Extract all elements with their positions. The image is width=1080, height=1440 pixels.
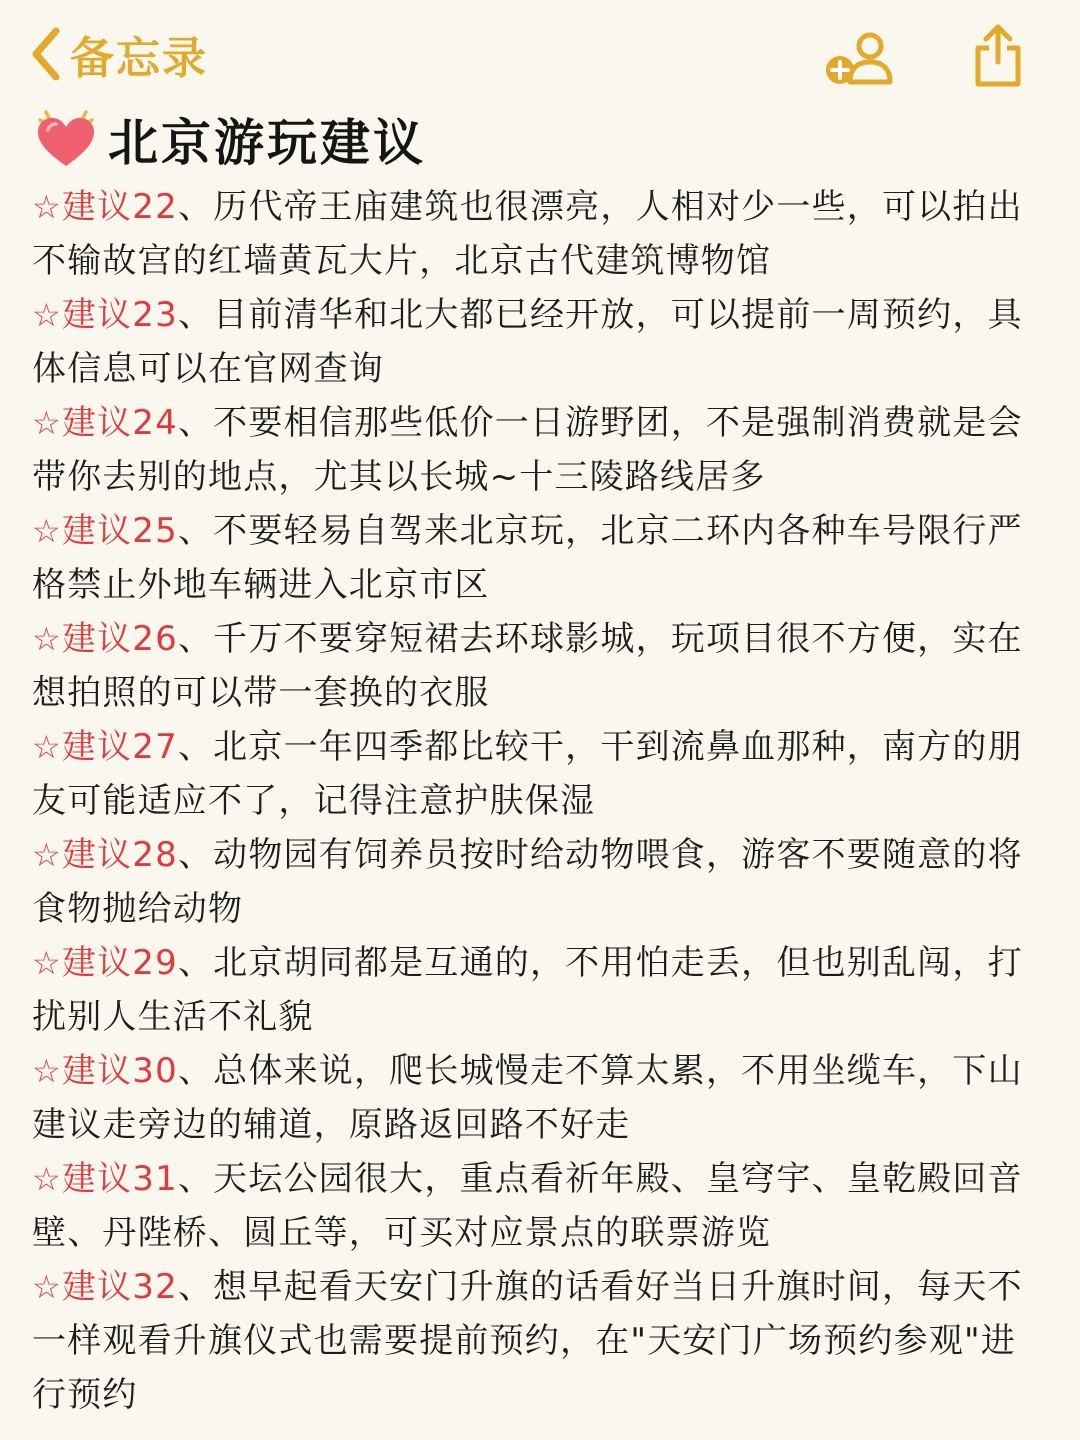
item-separator: 、: [177, 835, 214, 875]
list-item: [32, 288, 1050, 396]
item-separator: 、: [177, 943, 214, 983]
list-item: [32, 504, 1050, 612]
item-number: 建议31: [61, 1159, 178, 1199]
item-text: 天坛公园很大，重点看祈年殿、皇穹宇、皇乾殿回音壁、丹陛桥、圆丘等，可买对应景点的联票游览: [32, 1159, 1023, 1253]
heart-icon: [32, 106, 100, 172]
item-separator: 、: [177, 727, 214, 767]
item-text: 动物园有饲养员按时给动物喂食，游客不要随意的将食物抛给动物: [32, 835, 1023, 929]
item-number: 建议23: [61, 295, 178, 335]
star-icon: ☆: [32, 512, 62, 550]
list-item: [32, 1044, 1050, 1152]
item-separator: 、: [177, 1159, 214, 1199]
item-separator: 、: [177, 403, 214, 443]
item-separator: 、: [177, 295, 214, 335]
note-title-row: [32, 104, 426, 174]
share-icon: [962, 20, 1034, 92]
item-text: 目前清华和北大都已经开放，可以提前一周预约，具体信息可以在官网查询: [32, 295, 1023, 389]
item-text: 北京胡同都是互通的，不用怕走丢，但也别乱闯，打扰别人生活不礼貌: [32, 943, 1023, 1037]
back-button[interactable]: [28, 22, 208, 86]
item-number: 建议24: [61, 403, 178, 443]
back-label: 备忘录: [70, 33, 208, 84]
item-number: 建议30: [61, 1051, 178, 1091]
list-item: [32, 936, 1050, 1044]
item-number: 建议25: [61, 511, 178, 551]
item-separator: 、: [177, 1267, 214, 1307]
item-separator: 、: [177, 619, 214, 659]
star-icon: ☆: [32, 1052, 62, 1090]
item-separator: 、: [177, 187, 214, 227]
item-number: 建议22: [61, 187, 178, 227]
item-number: 建议28: [61, 835, 178, 875]
star-icon: ☆: [32, 836, 62, 874]
list-item: [32, 612, 1050, 720]
star-icon: ☆: [32, 728, 62, 766]
item-text: 不要轻易自驾来北京玩，北京二环内各种车号限行严格禁止外地车辆进入北京市区: [32, 511, 1023, 605]
item-number: 建议27: [61, 727, 178, 767]
list-item: [32, 1260, 1050, 1422]
star-icon: ☆: [32, 296, 62, 334]
item-separator: 、: [177, 1051, 214, 1091]
list-item: [32, 396, 1050, 504]
star-icon: ☆: [32, 620, 62, 658]
star-icon: ☆: [32, 1160, 62, 1198]
share-button[interactable]: [962, 20, 1034, 84]
list-item: [32, 720, 1050, 828]
note-title: 北京游玩建议: [108, 114, 426, 172]
item-text: 总体来说，爬长城慢走不算太累，不用坐缆车，下山建议走旁边的辅道，原路返回路不好走: [32, 1051, 1023, 1145]
note-body[interactable]: [32, 180, 1050, 1422]
item-text: 北京一年四季都比较干，干到流鼻血那种，南方的朋友可能适应不了，记得注意护肤保湿: [32, 727, 1023, 821]
list-item: [32, 180, 1050, 288]
star-icon: ☆: [32, 188, 62, 226]
star-icon: ☆: [32, 404, 62, 442]
add-collaborator-button[interactable]: [822, 26, 894, 90]
item-number: 建议26: [61, 619, 178, 659]
navigation-bar: [0, 0, 1080, 104]
item-separator: 、: [177, 511, 214, 551]
item-text: 想早起看天安门升旗的话看好当日升旗时间，每天不一样观看升旗仪式也需要提前预约，在"天安门广场预约参观"进行预约: [32, 1267, 1023, 1415]
item-number: 建议32: [61, 1267, 178, 1307]
item-number: 建议29: [61, 943, 178, 983]
chevron-left-icon: [28, 26, 62, 82]
add-person-icon: [822, 26, 894, 90]
star-icon: ☆: [32, 1268, 62, 1306]
list-item: [32, 1152, 1050, 1260]
item-text: 千万不要穿短裙去环球影城，玩项目很不方便，实在想拍照的可以带一套换的衣服: [32, 619, 1023, 713]
item-text: 不要相信那些低价一日游野团，不是强制消费就是会带你去别的地点，尤其以长城~十三陵路线居多: [32, 403, 1023, 497]
list-item: [32, 828, 1050, 936]
item-text: 历代帝王庙建筑也很漂亮，人相对少一些，可以拍出不输故宫的红墙黄瓦大片，北京古代建筑博物馆: [32, 187, 1023, 281]
star-icon: ☆: [32, 944, 62, 982]
